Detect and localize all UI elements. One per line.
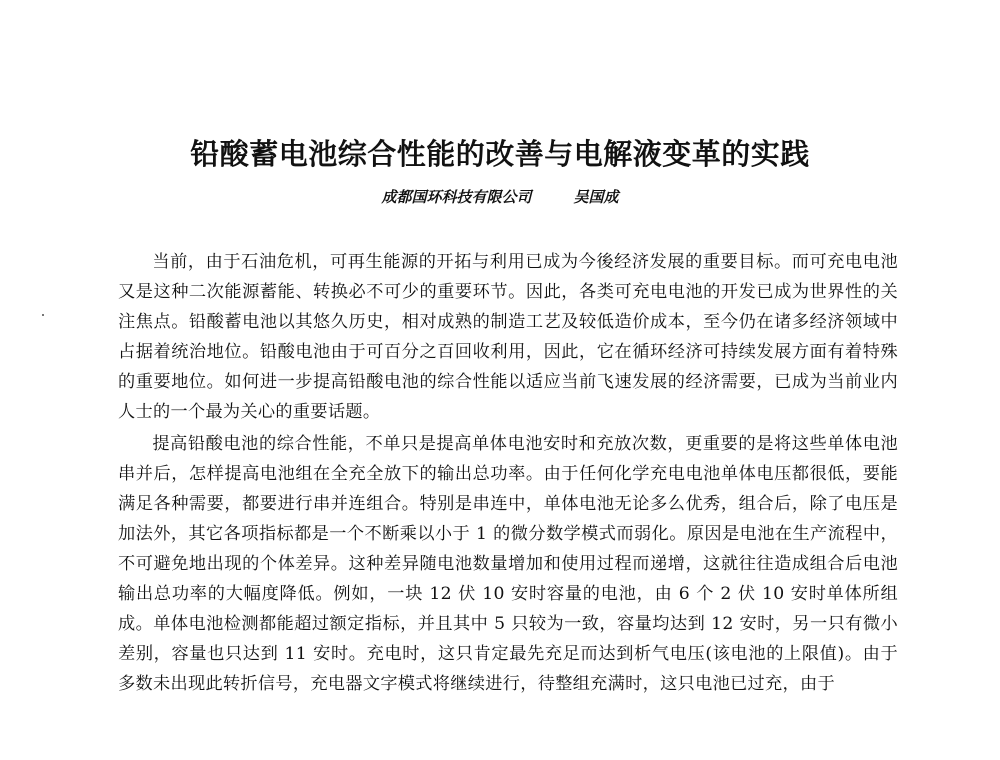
byline (0, 186, 1000, 208)
paper-title: 铅酸蓄电池综合性能的改善与电解液变革的实践 (190, 137, 810, 171)
author-name: 吴国成 (573, 188, 619, 206)
affiliation: 成都国环科技有限公司 (381, 188, 532, 206)
scan-speck (42, 314, 44, 316)
paragraph-1: 当前，由于石油危机，可再生能源的开拓与利用已成为今後经济发展的重要目标。而可充电电池又是这种二次能源蓄能、转换必不可少的重要环节。因此，各类可充电电池的开发已成为世界性的关注焦点。铅酸蓄电池以其悠久历史，相对成熟的制造工艺及较低造价成本，至今仍在诸多经济领域中占据着统治地位。铅酸电池由于可百分之百回收利用，因此，它在循环经济可持续发展方面有着特殊的重要地位。如何进一步提高铅酸电池的综合性能以适应当前飞速发展的经济需要，已成为当前业内人士的一个最为关心的重要话题。 (118, 252, 898, 422)
body-text (118, 247, 898, 701)
paragraph-2: 提高铅酸电池的综合性能，不单只是提高单体电池安时和充放次数，更重要的是将这些单体电池串并后，怎样提高电池组在全充全放下的输出总功率。由于任何化学充电电池单体电压都很低，要能满足各种需要，都要进行串并连组合。特别是串连中，单体电池无论多么优秀，组合后，除了电压是加法外，其它各项指标都是一个不断乘以小于 1 的微分数学模式而弱化。原因是电池在生产流程中，不可避免地出现的个体差异。这种差异随电池数量增加和使用过程而递增，这就往往造成组合后电池输出总功率的大幅度降低。例如，一块 12 伏 10 安时容量的电池，由 6 个 2 伏 10 安时单体所组成。单体电池检测都能超过额定指标，并且其中 5 只较为一致，容量均达到 12 安时，另一只有微小差别，容量也只达到 11 安时。充电时，这只肯定最先充足而达到析气电压(该电池的上限值)。由于多数未出现此转折信号，充电器文字模式将继续进行，待整组充满时，这只电池已过充，由于 (118, 434, 898, 694)
